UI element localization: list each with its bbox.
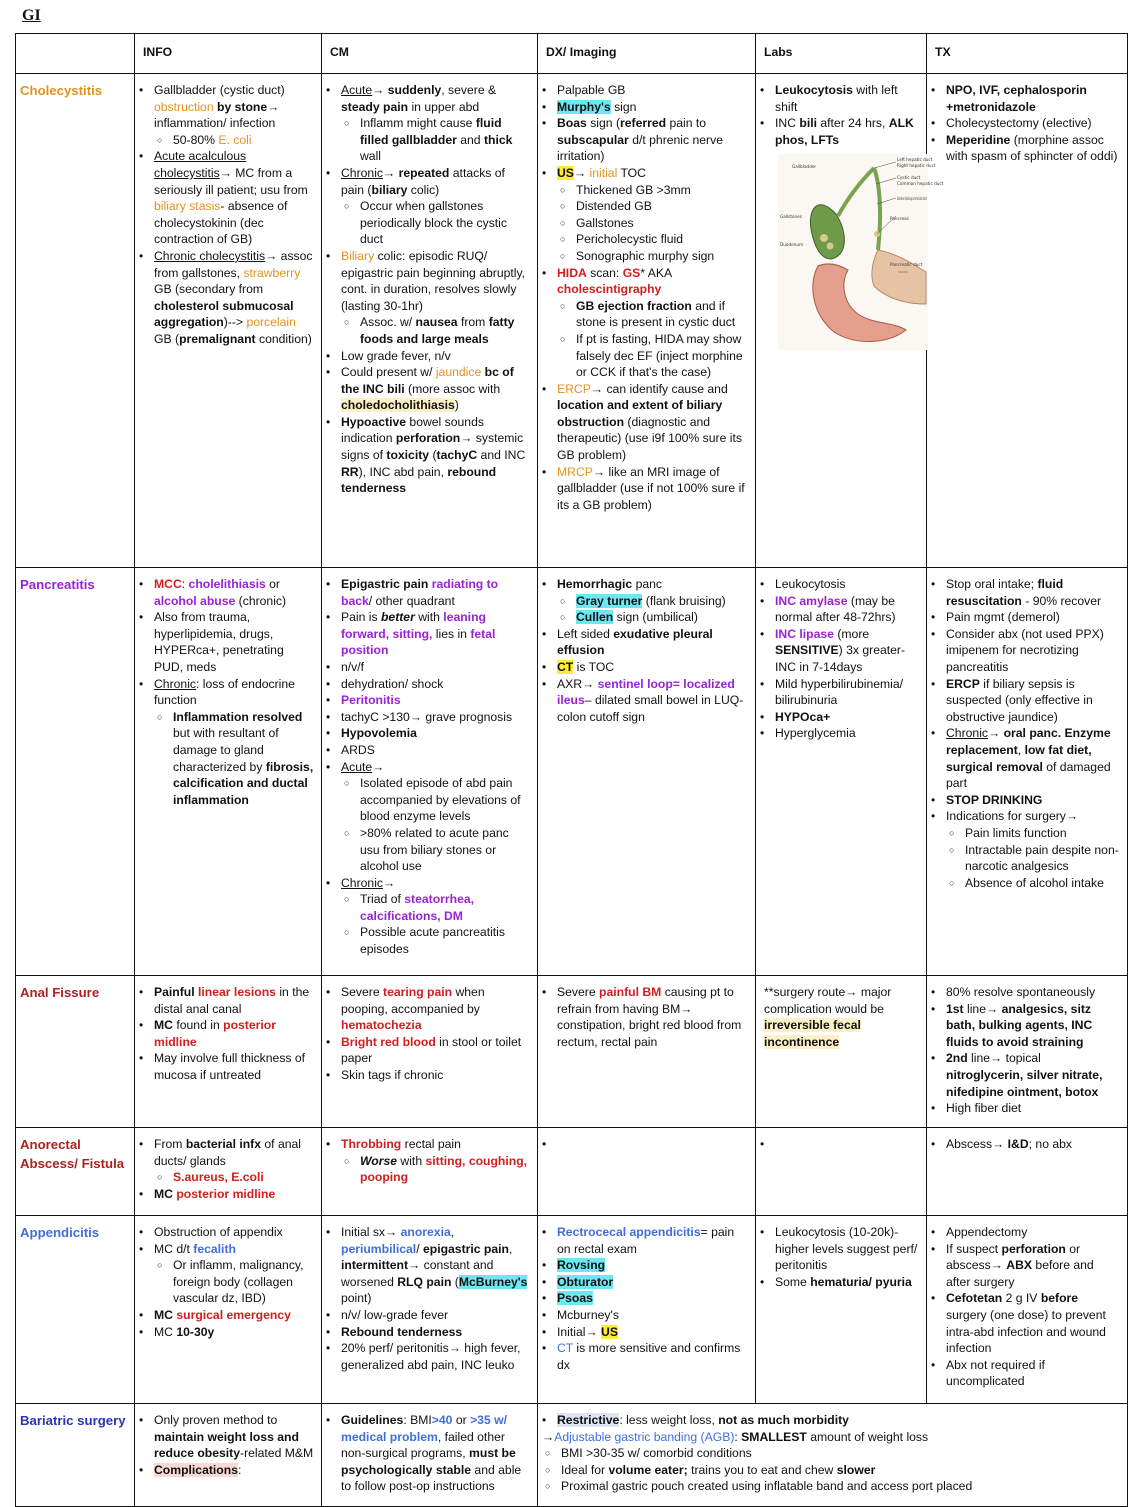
cell-appendicitis-labs: • Leukocytosis (10-20k)- higher levels suggest perf/ peritonitis • Some hematuria/ pyuria — [756, 1216, 927, 1404]
cell-appendicitis-dx: • Rectrocecal appendicitis= pain on rectal exam • Rovsing • Obturator • Psoas • Mcburney's • Initial→ US • CT is more sensitive and confirms dx — [538, 1216, 756, 1404]
cell-anorectal-cm: • Throbbing rectal pain ○ Worse with sitting, coughing, pooping — [322, 1128, 538, 1216]
cell-bariatric-cm: • Guidelines: BMI>40 or >35 w/ medical problem, failed other non-surgical programs, must be psychologically stable and able to follow post-op instructions — [322, 1404, 538, 1507]
header-cm: CM — [322, 34, 538, 74]
row-cholecystitis — [16, 74, 1128, 568]
cell-cholecystitis-labs: • Leukocytosis with left shift • INC bili after 24 hrs, ALK phos, LFTs Gallbladder Left hepatic duct Right hepatic duct Cystic duct Common hepatic duct Gallstone (blocking common bile duct) Gallstones Pancreas Duodenum Pancreatic duct — [756, 74, 927, 568]
cell-anal-fissure-labs: **surgery route→ major complication would be irreversible fecal incontinence — [756, 976, 927, 1128]
cell-pancreatitis-labs: • Leukocytosis • INC amylase (may be normal after 48-72hrs) • INC lipase (more SENSITIVE) 3x greater- INC in 7-14days • Mild hyperbilirubinemia/ bilirubinuria • HYPOca+ • Hyperglycemia — [756, 568, 927, 976]
cell-anorectal-tx: • Abscess→ I&D; no abx — [927, 1128, 1128, 1216]
cell-anal-fissure-info: • Painful linear lesions in the distal anal canal • MC found in posterior midline • May involve full thickness of mucosa if untreated — [135, 976, 322, 1128]
cell-anal-fissure-tx: • 80% resolve spontaneously • 1st line→ analgesics, sitz bath, bulking agents, INC fluids to avoid straining • 2nd line→ topical nitroglycerin, silver nitrate, nifedipine ointment, botox • High fiber diet — [927, 976, 1128, 1128]
cell-cholecystitis-tx: • NPO, IVF, cephalosporin +metronidazole • Cholecystectomy (elective) • Meperidine (morphine assoc with spasm of sphincter of oddi) — [927, 74, 1128, 568]
cell-pancreatitis-tx: • Stop oral intake; fluid resuscitation - 90% recover • Pain mgmt (demerol) • Consider abx (not used PPX) imipenem for necrotizing pancreatitis • ERCP if biliary sepsis is suspected (only effective in obstructive jaundice) • Chronic→ oral panc. Enzyme replacement, low fat diet, surgical removal of damaged part • STOP DRINKING • Indications for surgery→ ○ Pain limits function ○ Intractable pain despite non-narcotic analgesics ○ Absence of alcohol intake — [927, 568, 1128, 976]
cell-appendicitis-info: • Obstruction of appendix • MC d/t fecalith ○ Or inflamm, malignancy, foreign body (collagen vascular dz, IBD) • MC surgical emergency • MC 10-30y — [135, 1216, 322, 1404]
row-label-anal-fissure: Anal Fissure — [16, 976, 135, 1128]
diagram-label-common-hepatic: Common hepatic duct — [897, 181, 944, 187]
gallbladder-anatomy-illustration-icon — [778, 154, 944, 350]
cell-appendicitis-cm: • Initial sx→ anorexia, periumbilical/ epigastric pain, intermittent→ constant and worsened RLQ pain (McBurney's point) • n/v/ low-grade fever • Rebound tenderness • 20% perf/ peritonitis→ high fever, generalized abd pain, INC leuko — [322, 1216, 538, 1404]
gi-table — [15, 33, 1128, 1507]
diagram-label-cystic-duct: Cystic duct — [897, 175, 921, 181]
diagram-label-gallstones: Gallstones — [780, 214, 802, 220]
page-title: GI — [22, 7, 41, 24]
diagram-label-duodenum: Duodenum — [780, 242, 804, 248]
row-label-cholecystitis: Cholecystitis — [16, 74, 135, 568]
row-label-anorectal: Anorectal Abscess/ Fistula — [16, 1128, 135, 1216]
row-label-pancreatitis: Pancreatitis — [16, 568, 135, 976]
diagram-label-pancreatic-duct: Pancreatic duct — [890, 262, 923, 268]
cell-cholecystitis-dx: • Palpable GB • Murphy's sign • Boas sign (referred pain to subscapular d/t phrenic nerve irritation) • US→ initial TOC ○ Thickened GB >3mm ○ Distended GB ○ Gallstones ○ Pericholecystic fluid ○ Sonographic murphy sign • HIDA scan: GS* AKA cholescintigraphy ○ GB ejection fraction and if stone is present in cystic duct ○ If pt is fasting, HIDA may show falsely dec EF (inject morphine or CCK if that's the case) • ERCP→ can identify cause and location and extent of biliary obstruction (diagnostic and therapeutic) (use i9f 100% sure its GB problem) • MRCP→ like an MRI image of gallbladder (use if not 100% sure if its a GB problem) — [538, 74, 756, 568]
cell-pancreatitis-dx: • Hemorrhagic panc ○ Gray turner (flank bruising) ○ Cullen sign (umbilical) • Left sided exudative pleural effusion • CT is TOC • AXR→ sentinel loop= localized ileus– dilated small bowel in LUQ- colon cutoff sign — [538, 568, 756, 976]
cell-bariatric-info: • Only proven method to maintain weight loss and reduce obesity-related M&M • Complications: — [135, 1404, 322, 1507]
diagram-label-gallstone-blocking: Gallstone (blocking common bile duct) — [897, 196, 928, 202]
cell-cholecystitis-info: • Gallbladder (cystic duct) obstruction by stone→ inflammation/ infection ○ 50-80% E. coli • Acute acalculous cholecystitis→ MC from a seriously ill patient; usu from biliary stasis- absence of cholecystokinin (dec contraction of GB) • Chronic cholecystitis→ assoc from gallstones, strawberry GB (secondary from cholesterol submucosal aggregation)--> porcelain GB (premalignant condition) — [135, 74, 322, 568]
diagram-label-gallbladder: Gallbladder — [792, 164, 817, 170]
cell-bariatric-dx: • Restrictive: less weight loss, not as much morbidity →Adjustable gastric banding (AGB): SMALLEST amount of weight loss ○ BMI >30-35 w/ comorbid conditions ○ Ideal for volume eater; trains you to eat and chew slower ○ Proximal gastric pouch created using inflatable band and access port placed — [538, 1404, 1128, 1507]
cell-cholecystitis-cm: • Acute→ suddenly, severe & steady pain in upper abd ○ Inflamm might cause fluid filled gallbladder and thick wall • Chronic→ repeated attacks of pain (biliary colic) ○ Occur when gallstones periodically block the cystic duct • Biliary colic: episodic RUQ/ epigastric pain beginning abruptly, cont. in duration, resolves slowly (lasting 30-1hr) ○ Assoc. w/ nausea from fatty foods and large meals • Low grade fever, n/v • Could present w/ jaundice bc of the INC bili (more assoc with choledocholithiasis) • Hypoactive bowel sounds indication perforation→ systemic signs of toxicity (tachyC and INC RR), INC abd pain, rebound tenderness — [322, 74, 538, 568]
diagram-label-left-hepatic: Left hepatic duct — [897, 157, 933, 163]
header-tx: TX — [927, 34, 1128, 74]
cell-anal-fissure-cm: • Severe tearing pain when pooping, accompanied by hematochezia • Bright red blood in stool or toilet paper • Skin tags if chronic — [322, 976, 538, 1128]
diagram-label-pancreas: Pancreas — [890, 216, 909, 222]
header-dx: DX/ Imaging — [538, 34, 756, 74]
header-row — [16, 34, 1128, 74]
cell-anal-fissure-dx: • Severe painful BM causing pt to refrain from having BM→ constipation, bright red blood from rectum, rectal pain — [538, 976, 756, 1128]
header-labs: Labs — [756, 34, 927, 74]
row-anal-fissure — [16, 976, 1128, 1128]
cell-pancreatitis-cm: • Epigastric pain radiating to back/ other quadrant • Pain is better with leaning forward, sitting, lies in fetal position • n/v/f • dehydration/ shock • Peritonitis • tachyC >130→ grave prognosis • Hypovolemia • ARDS • Acute→ ○ Isolated episode of abd pain accompanied by elevations of blood enzyme levels ○ >80% related to acute panc usu from biliary stones or alcohol use • Chronic→ ○ Triad of steatorrhea, calcifications, DM ○ Possible acute pancreatitis episodes — [322, 568, 538, 976]
cell-anorectal-labs — [756, 1128, 927, 1216]
row-bariatric — [16, 1404, 1128, 1507]
cell-pancreatitis-info: • MCC: cholelithiasis or alcohol abuse (chronic) • Also from trauma, hyperlipidemia, drugs, HYPERca+, penetrating PUD, meds • Chronic: loss of endocrine function ○ Inflammation resolved but with resultant of damage to gland characterized by fibrosis, calcification and ductal inflammation — [135, 568, 322, 976]
diagram-label-right-hepatic: Right hepatic duct — [897, 163, 936, 169]
row-pancreatitis — [16, 568, 1128, 976]
header-info: INFO — [135, 34, 322, 74]
cell-anorectal-info: • From bacterial infx of anal ducts/ glands ○ S.aureus, E.coli • MC posterior midline — [135, 1128, 322, 1216]
row-label-appendicitis: Appendicitis — [16, 1216, 135, 1404]
row-anorectal — [16, 1128, 1128, 1216]
cell-appendicitis-tx: • Appendectomy • If suspect perforation or abscess→ ABX before and after surgery • Cefotetan 2 g IV before surgery (one dose) to prevent intra-abd infection and wound infection • Abx not required if uncomplicated — [927, 1216, 1128, 1404]
row-appendicitis — [16, 1216, 1128, 1404]
header-empty — [16, 34, 135, 74]
row-label-bariatric: Bariatric surgery — [16, 1404, 135, 1507]
cell-anorectal-dx — [538, 1128, 756, 1216]
